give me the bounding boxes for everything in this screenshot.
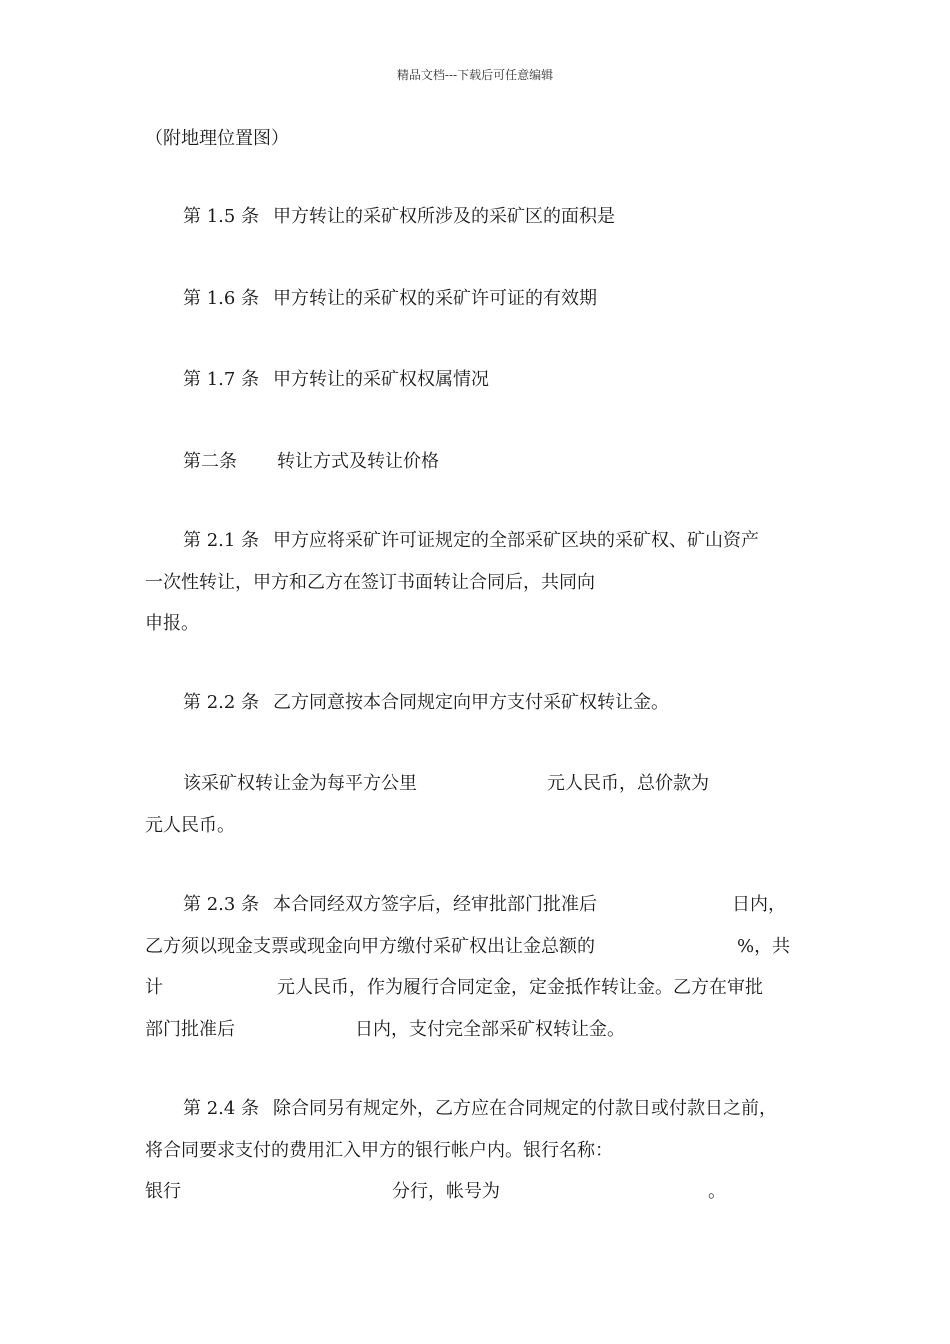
article-number: 第 2.4 条: [183, 1098, 260, 1119]
article-text: 日内，支付完全部采矿权转让金。: [355, 1019, 625, 1040]
article-text: 计: [145, 977, 163, 998]
page-header: 精品文档---下载后可任意编辑: [396, 68, 554, 82]
article-text: %，共: [737, 936, 791, 957]
article-number: 第 2.3 条: [183, 894, 260, 915]
bank-text-a: 银行: [145, 1181, 181, 1202]
attachment-note-text: （附地理位置图）: [145, 128, 289, 149]
article-text: 甲方转让的采矿权的采矿许可证的有效期: [273, 288, 597, 309]
article-text: 乙方须以现金支票或现金向甲方缴付采矿权出让金总额的: [145, 936, 595, 957]
article-number: 第 2.1 条: [183, 530, 260, 551]
article-text: 一次性转让，甲方和乙方在签订书面转让合同后，共同向: [145, 572, 595, 593]
article-text: 元人民币，作为履行合同定金，定金抵作转让金。乙方在审批: [277, 977, 763, 998]
article-number: 第 1.5 条: [183, 206, 260, 227]
chapter-title: 转让方式及转让价格: [277, 451, 439, 472]
price-text-a: 该采矿权转让金为每平方公里: [183, 773, 417, 794]
article-text: 除合同另有规定外，乙方应在合同规定的付款日或付款日之前，: [273, 1098, 777, 1119]
article-text: 将合同要求支付的费用汇入甲方的银行帐户内。银行名称：: [145, 1140, 613, 1161]
article-text: 甲方应将采矿许可证规定的全部采矿区块的采矿权、矿山资产: [273, 530, 759, 551]
article-text: 乙方同意按本合同规定向甲方支付采矿权转让金。: [273, 692, 669, 713]
article-text: 甲方转让的采矿权所涉及的采矿区的面积是: [273, 206, 615, 227]
bank-text-b: 分行，帐号为: [392, 1181, 500, 1202]
chapter-number: 第二条: [183, 451, 237, 472]
article-number: 第 1.7 条: [183, 369, 260, 390]
article-text: 部门批准后: [145, 1019, 235, 1040]
article-text: 日内，: [732, 894, 786, 915]
article-number: 第 2.2 条: [183, 692, 260, 713]
price-text-c: 元人民币。: [145, 815, 235, 836]
article-text: 申报。: [145, 613, 199, 634]
article-text: 甲方转让的采矿权权属情况: [273, 369, 489, 390]
bank-text-c: 。: [708, 1181, 726, 1202]
article-number: 第 1.6 条: [183, 288, 260, 309]
article-text: 本合同经双方签字后，经审批部门批准后: [273, 894, 597, 915]
price-text-b: 元人民币，总价款为: [547, 773, 709, 794]
